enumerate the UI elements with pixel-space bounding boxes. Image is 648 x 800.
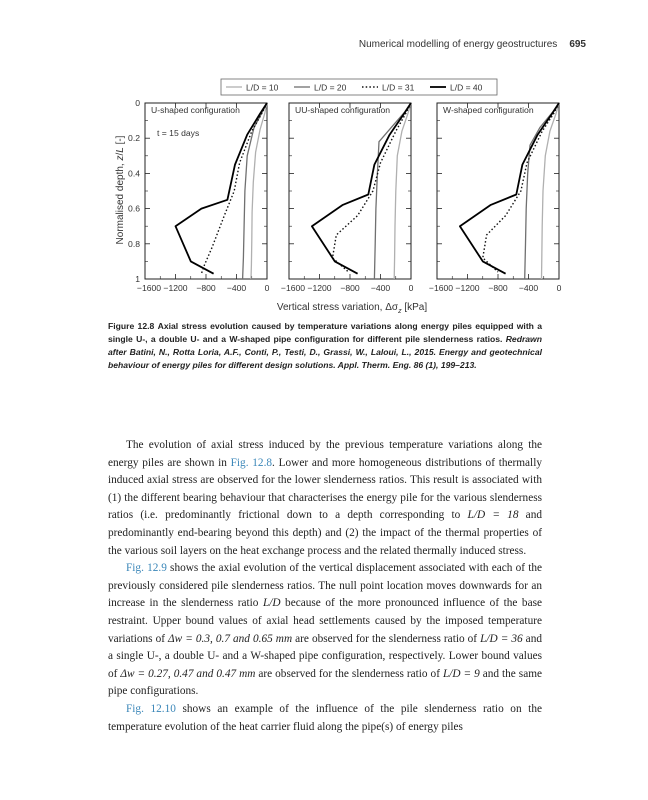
y-tick-label: 0.2 <box>128 133 140 144</box>
x-tick-label: −400 <box>226 283 247 293</box>
figure-legend <box>221 79 497 95</box>
figure-12-8 <box>0 0 648 320</box>
x-tick-label: −400 <box>370 283 391 293</box>
caption-text: Axial stress evolution caused by temperature variations along energy piles equipped with a single U-, a double U- and a W-shaped pipe configuration for different pile slenderness ratios. <box>108 321 543 344</box>
legend-label: L/D = 10 <box>246 82 279 93</box>
time-annotation: t = 15 days <box>157 128 200 138</box>
paragraph-1: The evolution of axial stress induced by the previous temperature variations along the energy piles are shown in Fig. 12.8. Lower and more homogeneous distributions of thermally induced axial stress are observed for the lower slenderness ratios. This result is associated with (1) the different bearing behaviour that characterises the energy pile for the various slenderness ratios (i.e. predominantly frictional down to a depth corresponding to L/D = 18 and predominantly end-bearing beyond this depth) and (2) the impact of the thermal properties of the various soil layers on the heat exchange process and the related thermally induced stress. <box>108 439 542 557</box>
series-line <box>243 103 267 279</box>
y-tick-label: 0 <box>135 98 140 108</box>
caption-label: Figure 12.8 <box>108 321 155 331</box>
chart-panel <box>128 98 270 293</box>
series-line <box>201 103 267 274</box>
x-tick-label: −1600 <box>136 283 162 293</box>
x-tick-label: −800 <box>488 283 508 293</box>
body-text <box>108 437 542 736</box>
chart-panel <box>281 103 414 293</box>
series-line <box>333 103 412 272</box>
chart-panel <box>429 103 562 293</box>
series-line <box>483 103 559 272</box>
y-tick-label: 1 <box>135 274 140 284</box>
figure-link[interactable]: Fig. 12.10 <box>126 702 176 715</box>
x-tick-label: −400 <box>518 283 539 293</box>
x-tick-label: −1200 <box>163 283 188 293</box>
x-axis-label: Vertical stress variation, $\Delta\sigma_z$ [kPa] <box>276 302 428 315</box>
paragraph-2: Fig. 12.9 shows the axial evolution of the vertical displacement associated with each of the previously considered pile slenderness ratios. The null point location moves downwards for an increase in the slenderness ratio L/D because of the more pronounced influence of the base restraint. Upper bound values of axial head settlements caused by the imposed temperature variations of Δw = 0.3, 0.7 and 0.65 mm are observed for the slenderness ratio of L/D = 36 and a single U-, a double U- and a W-shaped pipe configuration, respectively. Lower bound values of Δw = 0.27, 0.47 and 0.47 mm are observed for the slenderness ratio of L/D = 9 and the same pipe configurations. <box>108 562 543 698</box>
legend-label: L/D = 40 <box>450 82 483 93</box>
y-tick-label: 0.4 <box>128 168 140 179</box>
page-number: 695 <box>569 39 586 50</box>
caption-source: Redrawn after Batini, N., Rotta Loria, A.F., Conti, P., Testi, D., Grassi, W., Laloui, L., 2015. Energy and geotechnical behaviour of energy piles for different design solutions. Appl. Therm. Eng. 86 (1), 199–213. <box>108 334 542 370</box>
legend-label: L/D = 31 <box>382 82 415 93</box>
x-tick-label: −800 <box>340 283 360 293</box>
x-tick-label: 0 <box>408 283 414 293</box>
panel-title: W-shaped configuration <box>443 105 534 115</box>
running-title: Numerical modelling of energy geostructures <box>358 39 558 50</box>
y-tick-label: 0.6 <box>128 203 140 214</box>
x-tick-label: 0 <box>264 283 270 293</box>
x-tick-label: −1600 <box>280 283 306 293</box>
x-tick-label: −1600 <box>428 283 454 293</box>
figure-link[interactable]: Fig. 12.8 <box>230 456 273 469</box>
y-tick-label: 0.8 <box>128 238 140 249</box>
x-tick-label: 0 <box>556 283 562 293</box>
panel-title: U-shaped configuration <box>151 105 240 115</box>
x-tick-label: −1200 <box>307 283 332 293</box>
y-axis-label: Normalised depth, z/L [-] <box>115 135 126 245</box>
legend-label: L/D = 20 <box>314 82 347 93</box>
panel-title: UU-shaped configuration <box>295 105 391 115</box>
paragraph-3: Fig. 12.10 shows an example of the influence of the pile slenderness ratio on the temperature evolution of the heat carrier fluid along the pipe(s) of energy piles <box>108 702 542 733</box>
figure-link[interactable]: Fig. 12.9 <box>126 562 167 575</box>
x-tick-label: −1200 <box>455 283 480 293</box>
figure-caption <box>108 320 542 372</box>
x-tick-label: −800 <box>196 283 216 293</box>
